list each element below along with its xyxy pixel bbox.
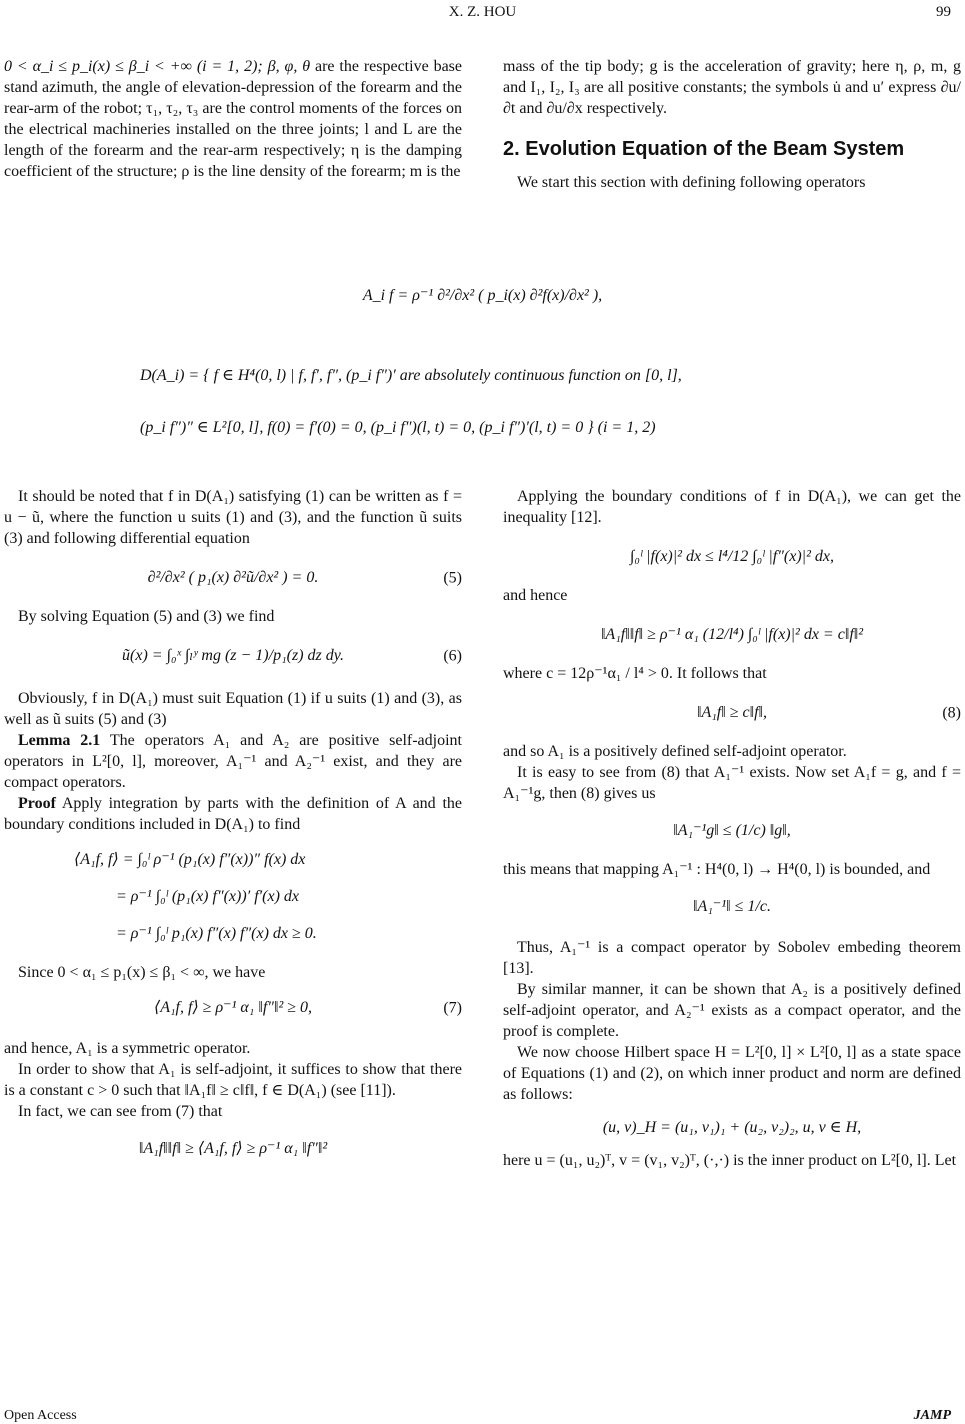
right-column-top xyxy=(503,56,961,193)
proof-label: Proof xyxy=(18,795,56,812)
equation-line: ‖A₁⁻¹‖ ≤ 1/c. xyxy=(693,898,771,915)
lemma xyxy=(4,730,462,793)
paragraph: Since 0 < α₁ ≤ p₁(x) ≤ β₁ < ∞, we have xyxy=(18,964,266,981)
paragraph-text: are the respective base stand azimuth, the angle of elevation-depression of the forearm and the rear-arm of the robot; τ₁, τ₂, τ₃ are the control moments of the forces on the electrical machineries installed on the three joints; l and L are the length of the forearm and the rear-arm respectively; η is the damping coefficient of the structure; ρ is the line density of the forearm; m is the xyxy=(4,58,462,180)
lemma-text: The operators A₁ and A₂ are positive self-adjoint operators in L²[0, l], moreover, A₁⁻¹ and A₂⁻¹ exist, and they are compact operators. xyxy=(4,732,462,791)
running-title: X. Z. HOU xyxy=(448,4,517,20)
paragraph: Applying the boundary conditions of f in D(A₁), we can get the inequality [12]. xyxy=(503,488,961,526)
paragraph: In order to show that A₁ is self-adjoint, it suffices to show that there is a constant c > 0 such that ‖A₁f‖ ≥ c‖f‖, f ∈ D(A₁) (see [11]). xyxy=(4,1061,462,1099)
left-column-top xyxy=(4,56,462,182)
right-column-body xyxy=(503,486,961,1171)
equation-body: ‖A₁f‖ ≥ c‖f‖, xyxy=(696,704,768,721)
equation-number: (8) xyxy=(942,704,961,721)
paragraph: Obviously, f in D(A₁) must suit Equation (1) if u suits (1) and (3), as well as ũ suits (5) and (3) xyxy=(4,690,462,728)
equation-number: (6) xyxy=(443,647,462,664)
paragraph: It is easy to see from (8) that A₁⁻¹ exists. Now set A₁f = g, and f = A₁⁻¹g, then (8) gives us xyxy=(503,764,961,802)
left-column-body xyxy=(4,486,462,1165)
equation-5 xyxy=(4,567,462,588)
domain-definition-line1: D(A_i) = { f ∈ H⁴(0, l) | f, f′, f″, (p_i f″)′ are absolutely continuous function on [0, l], xyxy=(140,367,682,384)
paragraph: It should be noted that f in D(A₁) satisfying (1) can be written as f = u − ũ, where the function u suits (1) and (3), and the function ũ suits (3) and following differential equation xyxy=(4,488,462,547)
equation-8 xyxy=(503,702,961,723)
equation-body: ∂²/∂x² ( p₁(x) ∂²ũ/∂x² ) = 0. xyxy=(147,569,319,586)
paragraph: Thus, A₁⁻¹ is a compact operator by Sobolev embeding theorem [13]. xyxy=(503,939,961,977)
proof-text: Apply integration by parts with the definition of A and the boundary conditions included in D(A₁) to find xyxy=(4,795,462,833)
equation-line: ∫₀ˡ |f(x)|² dx ≤ l⁴/12 ∫₀ˡ |f″(x)|² dx, xyxy=(630,548,834,565)
equation-line: = ρ⁻¹ ∫₀ˡ (p₁(x) f″(x))′ f′(x) dx xyxy=(116,888,299,905)
equation-7 xyxy=(4,997,462,1018)
equation-body: ũ(x) = ∫₀ˣ ∫ₗʸ mg (z − 1)/p₁(z) dz dy. xyxy=(122,647,344,664)
equation-number: (5) xyxy=(443,569,462,586)
journal-name: JAMP xyxy=(913,1408,951,1423)
inline-math: 0 < α_i ≤ p_i(x) ≤ β_i < +∞ (i = 1, 2); β, φ, θ xyxy=(4,58,311,75)
equation-line: ‖A₁⁻¹g‖ ≤ (1/c) ‖g‖, xyxy=(673,822,791,839)
equation-line: ‖A₁f‖‖f‖ ≥ ρ⁻¹ α₁ (12/l⁴) ∫₀ˡ |f(x)|² dx = c‖f‖² xyxy=(600,626,864,643)
equation-6 xyxy=(4,645,462,666)
paragraph: and hence, A₁ is a symmetric operator. xyxy=(4,1040,251,1057)
equation-body: ⟨A₁f, f⟩ ≥ ρ⁻¹ α₁ ‖f″‖² ≥ 0, xyxy=(153,999,313,1016)
footer-left: Open Access xyxy=(4,1408,77,1423)
domain-definition-line2: (p_i f″)″ ∈ L²[0, l], f(0) = f′(0) = 0, (p_i f″)(l, t) = 0, (p_i f″)′(l, t) = 0 } (i = 1, 2) xyxy=(140,419,656,436)
paragraph: where c = 12ρ⁻¹α₁ / l⁴ > 0. It follows that xyxy=(503,665,767,682)
paragraph: here u = (u₁, u₂)ᵀ, v = (v₁, v₂)ᵀ, (·,·) is the inner product on L²[0, l]. Let xyxy=(503,1152,957,1169)
lemma-label: Lemma 2.1 xyxy=(18,732,101,749)
section-heading: 2. Evolution Equation of the Beam System xyxy=(503,138,905,160)
paragraph: and hence xyxy=(503,587,568,604)
equation-line: (u, v)_H = (u₁, v₁)₁ + (u₂, v₂)₂, u, v ∈ H, xyxy=(602,1119,862,1136)
paragraph: By solving Equation (5) and (3) we find xyxy=(18,608,275,625)
paragraph: In fact, we can see from (7) that xyxy=(18,1103,223,1120)
paragraph: We start this section with defining following operators xyxy=(517,174,866,191)
page-number: 99 xyxy=(936,4,951,20)
paragraph: By similar manner, it can be shown that A₂ is a positively defined self-adjoint operator, and A₂⁻¹ exists as a compact operator, and the proof is complete. xyxy=(503,981,961,1040)
intro-paragraph xyxy=(4,56,462,182)
equation-number: (7) xyxy=(443,999,462,1016)
equation-line: ⟨A₁f, f⟩ = ∫₀ˡ ρ⁻¹ (p₁(x) f″(x))″ f(x) dx xyxy=(74,851,306,868)
paragraph: We now choose Hilbert space H = L²[0, l] × L²[0, l] as a state space of Equations (1) and (2), on which inner product and norm are defined as follows: xyxy=(503,1044,961,1103)
equation-line: ‖A₁f‖‖f‖ ≥ ⟨A₁f, f⟩ ≥ ρ⁻¹ α₁ ‖f″‖² xyxy=(138,1140,328,1157)
equation-line: = ρ⁻¹ ∫₀ˡ p₁(x) f″(x) f″(x) dx ≥ 0. xyxy=(116,925,317,942)
paragraph: this means that mapping A₁⁻¹ : H⁴(0, l) → H⁴(0, l) is bounded, and xyxy=(503,861,931,878)
proof xyxy=(4,793,462,835)
paragraph: and so A₁ is a positively defined self-adjoint operator. xyxy=(503,743,847,760)
paragraph: mass of the tip body; g is the acceleration of gravity; here η, ρ, m, g and I₁, I₂, I₃ are all positive constants; the symbols u̇ and u′ express ∂u/∂t and ∂u/∂x respectively. xyxy=(503,58,961,117)
operator-definition: A_i f = ρ⁻¹ ∂²/∂x² ( p_i(x) ∂²f(x)/∂x² ), xyxy=(362,287,603,304)
